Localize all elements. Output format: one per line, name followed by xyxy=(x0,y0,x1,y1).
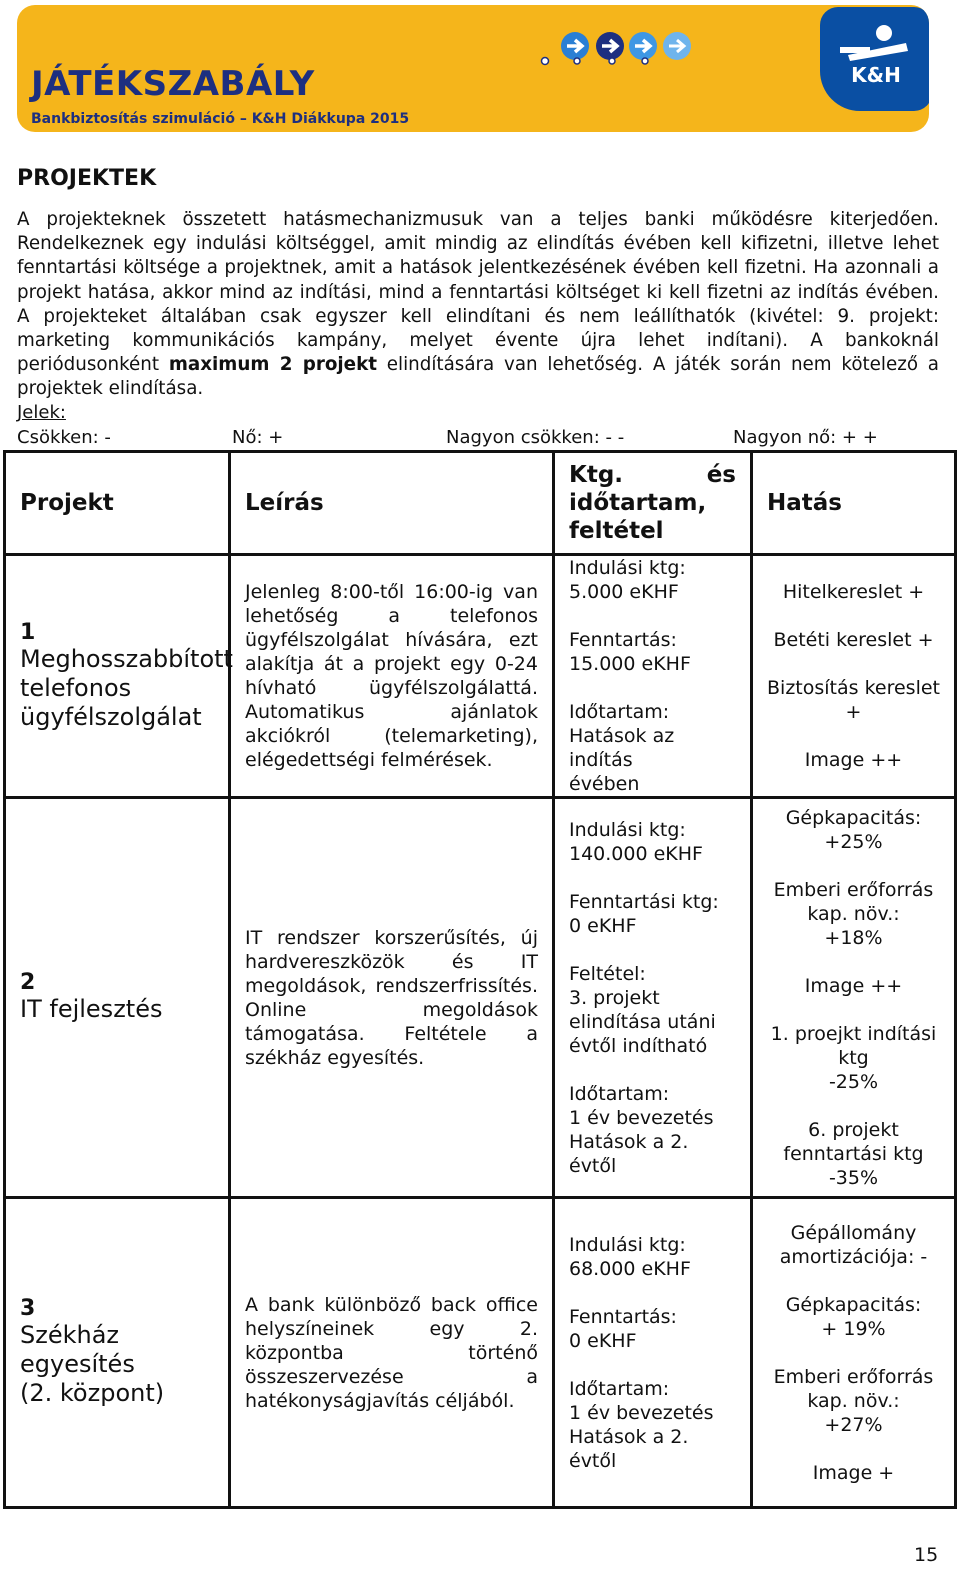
cost-line: elindítása utáni xyxy=(569,1010,716,1033)
person-icon xyxy=(820,7,929,63)
project-cell xyxy=(5,555,233,798)
impact-line: -35% xyxy=(828,1166,879,1189)
cost-line: Hatások az indítás xyxy=(569,725,675,771)
cost-line: 5.000 eKHF xyxy=(569,581,679,603)
legend-decrease: Csökken: - xyxy=(17,427,111,448)
cost-line: 0 eKHF xyxy=(569,1329,637,1352)
cost-line: Indulási ktg: xyxy=(569,557,686,579)
header-cost-line3: feltétel xyxy=(569,518,664,544)
impact-line: +25% xyxy=(824,830,883,853)
impact-line: Gépkapacitás: xyxy=(785,1293,922,1316)
cost-line: Fenntartás: xyxy=(569,1305,677,1328)
project-cell xyxy=(5,798,230,1198)
project-name-line: (2. központ) xyxy=(20,1379,165,1407)
cost-line: Időtartam: xyxy=(569,1377,670,1400)
impact-line: Image ++ xyxy=(804,974,903,997)
project-number: 2 xyxy=(20,970,36,995)
project-number: 1 xyxy=(20,619,36,645)
project-cell xyxy=(5,1198,230,1508)
impact-cell xyxy=(752,555,956,798)
section-title: PROJEKTEK xyxy=(17,166,157,191)
impact-line: +27% xyxy=(824,1413,883,1436)
cost-line: Indulási ktg: xyxy=(569,1233,686,1256)
page-subtitle: Bankbiztosítás szimuláció – K&H Diákkupa 2015 xyxy=(31,111,410,127)
table-row xyxy=(5,555,956,798)
cost-line: Feltétel: xyxy=(569,962,646,985)
header-cost-left: Ktg. xyxy=(569,462,624,488)
impact-line: kap. növ.: xyxy=(807,1389,900,1412)
projects-table xyxy=(3,450,957,1509)
impact-line: Emberi erőforrás xyxy=(773,878,934,901)
cost-line: 1 év bevezetés xyxy=(569,1401,714,1424)
impact-line: -25% xyxy=(828,1070,879,1093)
cost-line: Időtartam: xyxy=(569,1082,670,1105)
impact-line: Betéti kereslet + xyxy=(773,629,934,651)
cost-line: 0 eKHF xyxy=(569,914,637,937)
cost-cell xyxy=(554,798,752,1198)
impact-line: fenntartási ktg xyxy=(783,1142,924,1165)
impact-line: Hitelkereslet + xyxy=(782,581,925,603)
cost-line: Időtartam: xyxy=(569,701,670,723)
cost-line: Fenntartás: xyxy=(569,629,677,651)
impact-line: Emberi erőforrás xyxy=(773,1365,934,1388)
kh-logo xyxy=(820,7,929,111)
description-cell: Jelenleg 8:00-től 16:00-ig van lehetőség a telefonos ügyfélszolgálat hívására, ezt alakítja át a projekt egy 0-24 hívható ügyfélszolgálattá. Automatikus ajánlatok akciókról (telemarketing), elégedettségi felmérések. xyxy=(230,555,554,798)
impact-cell xyxy=(752,1198,956,1508)
impact-line: Image ++ xyxy=(804,749,903,771)
project-name-line: Székház egyesítés xyxy=(20,1321,135,1378)
intro-text-2: elindítására van lehetőség. A játék során nem kötelező a projektek elindítása. xyxy=(17,354,939,400)
header-cost-line2: időtartam, xyxy=(569,490,707,516)
impact-line: Gépállomány xyxy=(790,1221,917,1244)
header-banner xyxy=(17,5,929,132)
cost-cell xyxy=(554,555,752,798)
cost-line: Fenntartási ktg: xyxy=(569,890,719,913)
cost-line: Hatások a 2. évtől xyxy=(569,1130,689,1177)
impact-line: kap. növ.: xyxy=(807,902,900,925)
logo-text: K&H xyxy=(851,63,901,87)
header-impact: Hatás xyxy=(752,452,956,555)
page-number: 15 xyxy=(914,1544,939,1566)
table-row xyxy=(5,1198,956,1508)
description-cell: IT rendszer korszerűsítés, új hardvereszközök és IT megoldások, rendszerfrissítés. Online megoldások támogatása. Feltétele a székház egyesítés. xyxy=(230,798,554,1198)
project-name-line: Meghosszabbított xyxy=(20,644,233,673)
cost-line: évtől indítható xyxy=(569,1034,708,1057)
cost-line: 1 év bevezetés xyxy=(569,1106,714,1129)
impact-line: ktg xyxy=(838,1046,869,1069)
header-cost-right: és xyxy=(706,462,736,488)
legend-strong-decrease: Nagyon csökken: - - xyxy=(446,427,625,448)
cost-cell xyxy=(554,1198,752,1508)
header-cost xyxy=(554,452,752,555)
cost-line: 3. projekt xyxy=(569,986,660,1009)
impact-line: 1. proejkt indítási xyxy=(770,1022,937,1045)
cost-line: 140.000 eKHF xyxy=(569,842,703,865)
cost-line: Hatások a 2. évtől xyxy=(569,1425,689,1472)
legend-increase: Nő: + xyxy=(232,427,284,448)
project-number: 3 xyxy=(20,1296,36,1321)
intro-text-1: A projekteknek összetett hatásmechanizmusuk van a teljes banki működésre kiterjedően. Rendelkeznek egy indulási költséggel, amit mindig az elindítás évében kell kifizetni, illetve lehet fenntartási költsége a projektnek, amit a hatások jelentkezésének évében kell fizetni. Ha azonnali a projekt hatása, akkor mind az indítási, mind a fenntartási költséget ki kell fizetni az indítás évében. A projekteket általában csak egyszer kell elindítani és nem leállíthatók (kivétel: 9. projekt: marketing kommunikációs kampány, melyet évente újra lehet indítani). A bankoknál periódusonként xyxy=(17,209,939,376)
project-name-line: IT fejlesztés xyxy=(20,995,163,1023)
impact-line: + xyxy=(845,701,862,723)
impact-cell xyxy=(752,798,956,1198)
header-project: Projekt xyxy=(5,452,230,555)
impact-line: Gépkapacitás: xyxy=(785,806,922,829)
cost-line: 68.000 eKHF xyxy=(569,1257,691,1280)
project-name-line: telefonos xyxy=(20,673,132,702)
cost-line: Indulási ktg: xyxy=(569,818,686,841)
legend-strong-increase: Nagyon nő: + + xyxy=(733,427,878,448)
arrow-icons xyxy=(537,30,697,70)
description-cell: A bank különböző back office helyszíneinek egy 2. központba történő összeszervezése a hatékonyságjavítás céljából. xyxy=(230,1198,554,1508)
impact-line: Biztosítás kereslet xyxy=(767,677,940,699)
intro-paragraph xyxy=(17,208,939,402)
header-description: Leírás xyxy=(230,452,554,555)
cost-line: 15.000 eKHF xyxy=(569,653,691,675)
legend-title: Jelek: xyxy=(17,402,66,423)
intro-bold: maximum 2 projekt xyxy=(168,354,377,376)
impact-line: 6. projekt xyxy=(808,1118,899,1141)
impact-line: amortizációja: - xyxy=(779,1245,928,1268)
impact-line: Image + xyxy=(812,1461,895,1484)
cost-line: évében xyxy=(569,773,640,795)
project-name-line: ügyfélszolgálat xyxy=(20,702,202,731)
table-row xyxy=(5,798,956,1198)
table-header-row xyxy=(5,452,956,555)
impact-line: + 19% xyxy=(821,1317,886,1340)
page-title: JÁTÉKSZABÁLY xyxy=(31,64,315,104)
impact-line: +18% xyxy=(824,926,883,949)
